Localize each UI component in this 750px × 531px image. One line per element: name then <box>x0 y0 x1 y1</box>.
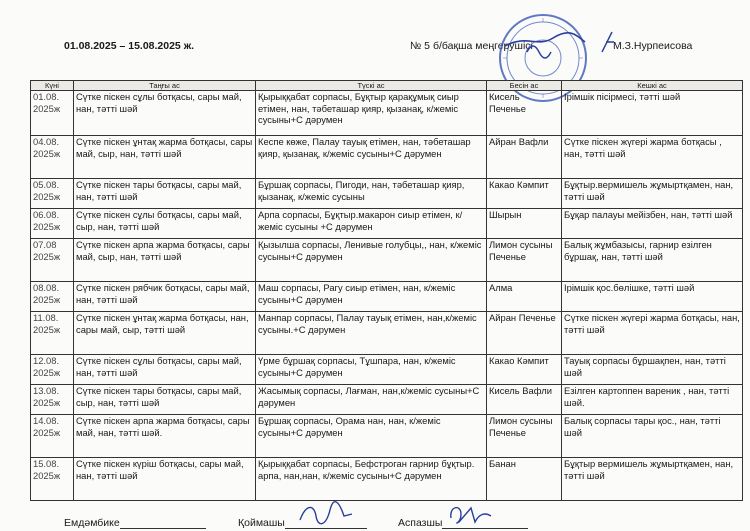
dinner-cell: Тауық сорпасы бұршақпен, нан, тәтті шәй <box>562 355 743 385</box>
lunch-cell: Манпар сорпасы, Палау тауық етімен, нан,к/жеміс сусыны.+С дәрумен <box>256 312 487 355</box>
table-row <box>31 312 743 355</box>
table-header-row <box>31 81 743 91</box>
day-cell: 06.08. 2025ж <box>31 209 74 239</box>
storekeeper-signature <box>296 500 356 528</box>
day-cell: 14.08. 2025ж <box>31 415 74 458</box>
cook-signature-line <box>442 528 528 529</box>
snack-cell: Айран Вафли <box>487 136 562 179</box>
approver-signature-mark <box>600 30 616 54</box>
lunch-cell: Қызылша сорпасы, Ленивые голубцы,, нан, к/жеміс сусыны+С дәрумен <box>256 239 487 282</box>
snack-cell: Какао Кәмпит <box>487 355 562 385</box>
dinner-cell: Ірімшік пісірмесі, тәтті шәй <box>562 91 743 136</box>
dinner-cell: Балық сорпасы тары қос., нан, тәтті шәй <box>562 415 743 458</box>
table-row <box>31 136 743 179</box>
table-row <box>31 209 743 239</box>
dinner-cell: Ірімшік қос.бөлішке, тәтті шәй <box>562 282 743 312</box>
day-cell: 05.08. 2025ж <box>31 179 74 209</box>
breakfast-cell: Сүтке піскен сұлы ботқасы, сары май, нан, тәтті шәй <box>74 91 256 136</box>
day-cell: 13.08. 2025ж <box>31 385 74 415</box>
day-cell: 04.08. 2025ж <box>31 136 74 179</box>
lunch-cell: Маш сорпасы, Рагу сиыр етімен, нан, к/жеміс сусыны+С дәрумен <box>256 282 487 312</box>
day-cell: 07.08 2025ж <box>31 239 74 282</box>
lunch-cell: Бұршақ сорпасы, Орама нан, нан, к/жеміс сусыны+С дәрумен <box>256 415 487 458</box>
dinner-cell: Сүтке піскен жүгері жарма ботқасы, нан, тәтті шәй <box>562 312 743 355</box>
lunch-cell: Үрме бұршақ сорпасы, Тұшпара, нан, к/жеміс сусыны+С дәрумен <box>256 355 487 385</box>
breakfast-cell: Сүтке піскен ұнтақ жарма ботқасы, сары май, сыр, нан, тәтті шәй <box>74 136 256 179</box>
snack-cell: Кисель Печенье <box>487 91 562 136</box>
cook-signature <box>445 500 495 528</box>
dinner-cell: Балық жұмбазысы, гарнир езілген бұршақ, нан, тәтті шәй <box>562 239 743 282</box>
table-row <box>31 355 743 385</box>
snack-cell: Кисель Вафли <box>487 385 562 415</box>
lunch-cell: Жасымық сорпасы, Лағман, нан,к/жеміс сусыны+С дәрумен <box>256 385 487 415</box>
table-row <box>31 385 743 415</box>
snack-cell: Какао Кәмпит <box>487 179 562 209</box>
table-row <box>31 282 743 312</box>
lunch-cell: Арпа сорпасы, Бұқтыр.макарон сиыр етімен, к/жеміс сусыны +С дәрумен <box>256 209 487 239</box>
breakfast-cell: Сүтке піскен рябчик ботқасы, сары май, нан, тәтті шәй <box>74 282 256 312</box>
snack-cell: Лимон сусыны Печенье <box>487 415 562 458</box>
breakfast-cell: Сүтке піскен сұлы ботқасы, сары май, нан, тәтті шәй <box>74 355 256 385</box>
dinner-cell: Езілген картоппен вареник , нан, тәтті шәй. <box>562 385 743 415</box>
snack-cell: Шырын <box>487 209 562 239</box>
lunch-cell: Кеспе көже, Палау тауық етімен, нан, тәбеташар қияр, қызанақ, к/жеміс сусыны+С дәрумен <box>256 136 487 179</box>
approver-title: № 5 б/бақша меңгерушісі <box>410 40 533 52</box>
col-dinner: Кешкі ас <box>562 81 743 91</box>
dinner-cell: Бұқтыр.вермишель жұмыртқамен, нан, тәтті шәй <box>562 179 743 209</box>
lunch-cell: Қырыққабат сорпасы, Бұқтыр қарақұмық сиыр етімен, нан, тәбеташар қияр, қызанақ, к/жеміс сусыны+С дәрумен <box>256 91 487 136</box>
day-cell: 11.08. 2025ж <box>31 312 74 355</box>
table-row <box>31 91 743 136</box>
snack-cell: Лимон сусыны Печенье <box>487 239 562 282</box>
table-row <box>31 415 743 458</box>
breakfast-cell: Сүтке піскен ұнтақ жарма ботқасы, нан, сары май, сыр, тәтті шәй <box>74 312 256 355</box>
breakfast-cell: Сүтке піскен тары ботқасы, сары май, нан, тәтті шәй <box>74 179 256 209</box>
col-lunch: Түскі ас <box>256 81 487 91</box>
menu-period: 01.08.2025 – 15.08.2025 ж. <box>64 40 195 52</box>
day-cell: 01.08. 2025ж <box>31 91 74 136</box>
cook-label: Аспазшы <box>398 517 443 529</box>
lunch-cell: Қырыққабат сорпасы, Бефстроган гарнир бұқтыр. арпа, нан,нан, к/жеміс сусыны+С дәрумен <box>256 458 487 501</box>
nurse-signature-line <box>120 528 206 529</box>
table-row <box>31 239 743 282</box>
col-day: Күні <box>31 81 74 91</box>
breakfast-cell: Сүтке піскен сұлы ботқасы, сары май, сыр, нан, тәтті шәй <box>74 209 256 239</box>
table-row <box>31 179 743 209</box>
storekeeper-signature-line <box>285 528 367 529</box>
lunch-cell: Бұршақ сорпасы, Пигоди, нан, тәбеташар қияр, қызанақ, к/жеміс сусыны <box>256 179 487 209</box>
snack-cell: Алма <box>487 282 562 312</box>
weekly-menu-table <box>30 80 743 501</box>
breakfast-cell: Сүтке піскен тары ботқасы, сары май, сыр, нан, тәтті шәй <box>74 385 256 415</box>
dinner-cell: Сүтке піскен жүгері жарма ботқасы , нан, тәтті шәй <box>562 136 743 179</box>
breakfast-cell: Сүтке піскен күріш ботқасы, сары май, нан, тәтті шәй <box>74 458 256 501</box>
dinner-cell: Бұқар палауы мейізбен, нан, тәтті шәй <box>562 209 743 239</box>
snack-cell: Айран Печенье <box>487 312 562 355</box>
table-row <box>31 458 743 501</box>
breakfast-cell: Сүтке піскен арпа жарма ботқасы, сары май, нан, тәтті шәй. <box>74 415 256 458</box>
approver-name: М.З.Нурпеисова <box>613 40 693 52</box>
col-breakfast: Таңғы ас <box>74 81 256 91</box>
nurse-signature-field <box>64 517 206 529</box>
col-snack: Бесін ас <box>487 81 562 91</box>
dinner-cell: Бұқтыр вермишель жұмыртқамен, нан, тәтті шәй <box>562 458 743 501</box>
snack-cell: Банан <box>487 458 562 501</box>
storekeeper-label: Қоймашы <box>238 517 285 529</box>
day-cell: 12.08. 2025ж <box>31 355 74 385</box>
day-cell: 08.08. 2025ж <box>31 282 74 312</box>
breakfast-cell: Сүтке піскен арпа жарма ботқасы, сары май, сыр, нан, тәтті шәй <box>74 239 256 282</box>
day-cell: 15.08. 2025ж <box>31 458 74 501</box>
nurse-label: Емдәмбике <box>64 517 120 529</box>
